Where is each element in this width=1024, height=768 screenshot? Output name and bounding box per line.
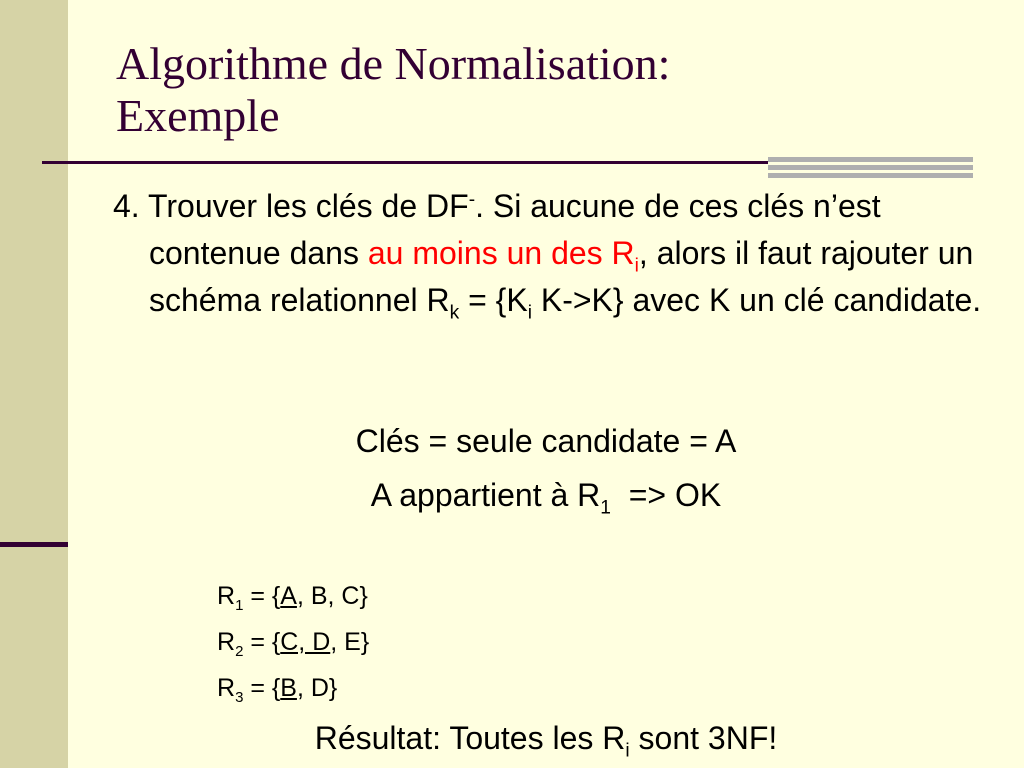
left-sidebar-bar [0, 0, 68, 768]
highlight-text [367, 235, 639, 277]
result-post: sont 3NF! [629, 720, 778, 756]
relation-name: R [217, 628, 236, 656]
relation-rest: , E} [330, 628, 370, 656]
sidebar-accent-line [0, 542, 68, 547]
step-text-1: 4. Trouver les clés de DF [113, 188, 469, 224]
relation-subscript: 2 [235, 643, 244, 660]
belongs-pre: A appartient à R [370, 477, 601, 513]
title-divider [42, 161, 772, 164]
relation-rest: , D} [296, 674, 338, 702]
belongs-subscript: 1 [600, 497, 611, 519]
relation-name: R [217, 674, 236, 702]
step-superscript-minus: - [468, 189, 476, 211]
title-line-1: Algorithme de Normalisation: [116, 38, 671, 89]
result-line [68, 718, 1024, 762]
slide-title [116, 38, 976, 142]
relation-subscript: 3 [235, 689, 244, 706]
title-line-2: Exemple [116, 90, 280, 141]
relation-key: A [280, 582, 297, 610]
relation-r3 [217, 672, 337, 704]
highlight-label: au moins un des R [367, 235, 635, 271]
result-pre: Résultat: Toutes les R [314, 720, 626, 756]
step-text-4: = {K [459, 282, 528, 318]
relation-equals: = { [243, 582, 281, 610]
title-divider-accent [768, 157, 973, 179]
relation-key: B [280, 674, 297, 702]
step-text-5: K->K} avec K un clé candidate. [531, 282, 982, 318]
keys-line: Clés = seule candidate = A [355, 423, 737, 459]
relation-name: R [217, 582, 236, 610]
relation-r2 [217, 626, 369, 658]
relation-subscript: 1 [235, 597, 244, 614]
belongs-line [68, 475, 1024, 519]
subscript-i: i [527, 302, 532, 324]
relation-rest: , B, C} [296, 582, 368, 610]
step-text-3: , alors il faut rajouter un schéma relationnel R [149, 235, 974, 318]
step-text-2: . Si aucune de ces clés n’est contenue dans [149, 188, 881, 271]
result-subscript: i [625, 740, 630, 762]
relation-equals: = { [243, 628, 281, 656]
belongs-post: => OK [610, 477, 722, 513]
subscript-k: k [449, 302, 460, 324]
step-4-paragraph [113, 183, 1009, 324]
highlight-subscript: i [634, 255, 639, 277]
relation-key: C, D [280, 628, 331, 656]
relation-equals: = { [243, 674, 281, 702]
relation-r1 [217, 580, 368, 612]
